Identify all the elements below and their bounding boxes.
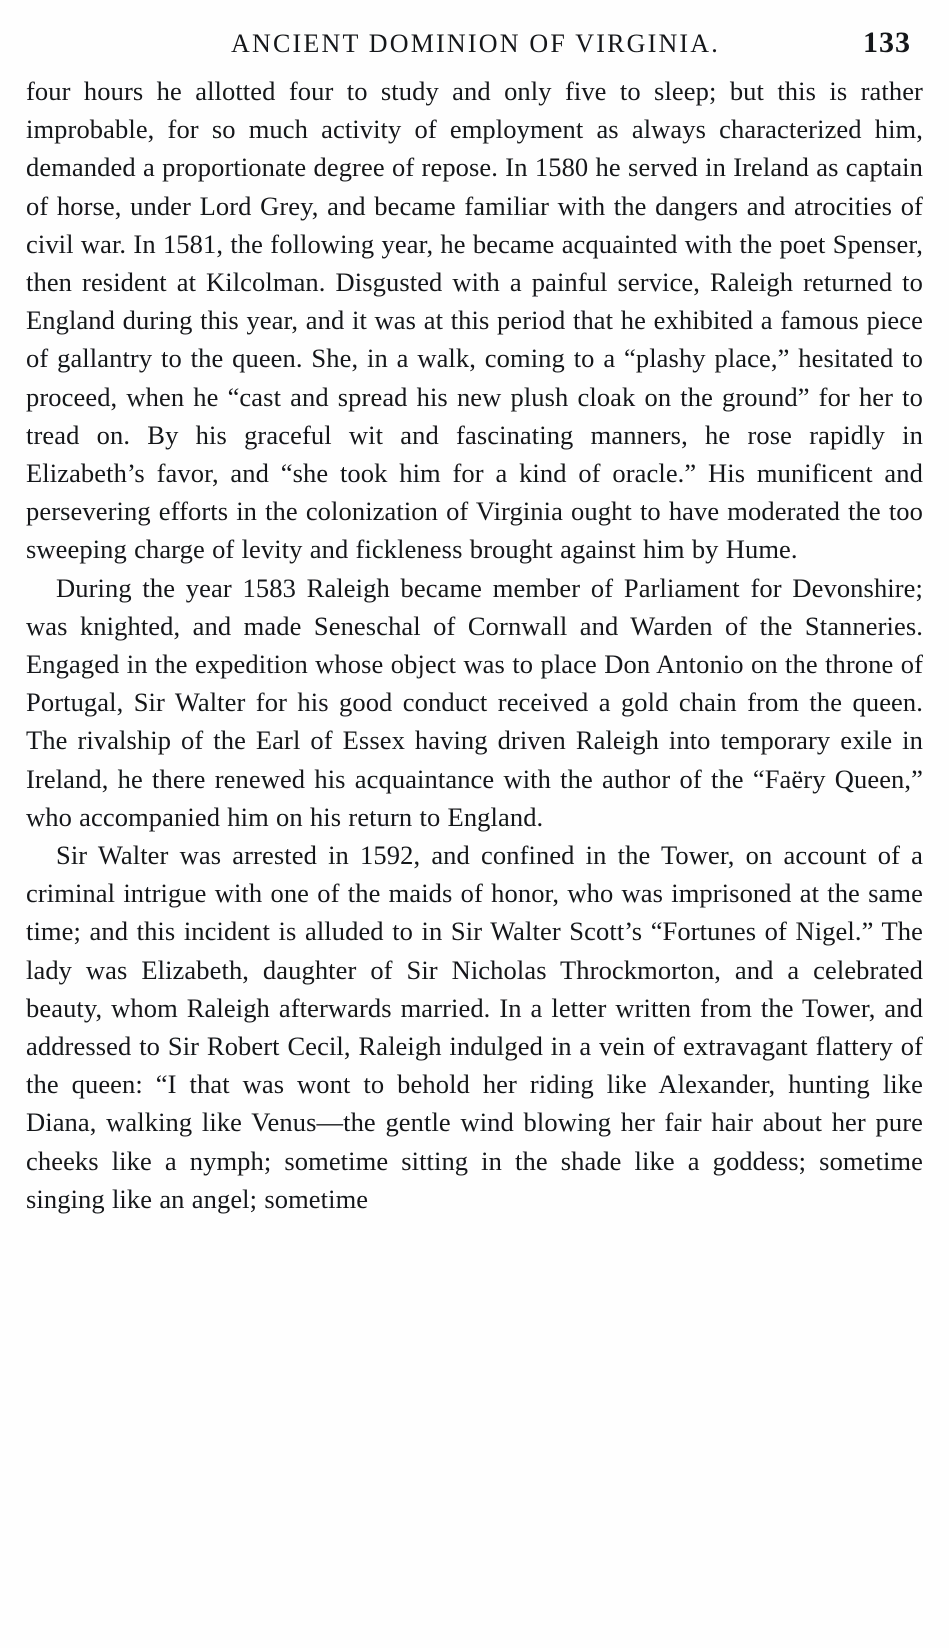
paragraph: four hours he allotted four to study and only five to sleep; but this is rather improbable, for so much activity of employment as always characterized him, demanded a proportionate degree of repose. In 1580 he served in Ireland as captain of horse, under Lord Grey, and became familiar with the dangers and atrocities of civil war. In 1581, the following year, he became acquainted with the poet Spenser, then resident at Kilcolman. Disgusted with a painful service, Raleigh returned to England during this year, and it was at this period that he exhibited a famous piece of gallantry to the queen. She, in a walk, coming to a “plashy place,” hesitated to proceed, when he “cast and spread his new plush cloak on the ground” for her to tread on. By his graceful wit and fascinating manners, he rose rapidly in Elizabeth’s favor, and “she took him for a kind of oracle.” His munificent and persevering efforts in the colonization of Virginia ought to have moderated the too sweeping charge of levity and fickleness brought against him by Hume. [26,76,923,565]
page-number: 133 [863,26,911,59]
paragraph: During the year 1583 Raleigh became member of Parliament for Devonshire; was knighted, and made Seneschal of Cornwall and Warden of the Stanneries. Engaged in the expedition whose object was to place Don Antonio on the throne of Portugal, Sir Walter for his good conduct received a gold chain from the queen. The rivalship of the Earl of Essex having driven Raleigh into temporary exile in Ireland, he there renewed his acquaintance with the author of the “Faëry Queen,” who accompanied him on his return to England. [26,572,923,832]
running-head [0,0,949,59]
running-head-title: ANCIENT DOMINION OF VIRGINIA. [231,29,720,58]
body-text [0,46,949,1218]
paragraph: Sir Walter was arrested in 1592, and confined in the Tower, on account of a criminal intrigue with one of the maids of honor, who was imprisoned at the same time; and this incident is alluded to in Sir Walter Scott’s “Fortunes of Nigel.” The lady was Elizabeth, daughter of Sir Nicholas Throckmorton, and a celebrated beauty, whom Raleigh afterwards married. In a letter written from the Tower, and addressed to Sir Robert Cecil, Raleigh indulged in a vein of extravagant flattery of the queen: “I that was wont to behold her riding like Alexander, hunting like Diana, walking like Venus—the gentle wind blowing her fair hair about her pure cheeks like a nymph; sometime sitting in the shade like a goddess; sometime singing like an angel; sometime [26,840,923,1214]
